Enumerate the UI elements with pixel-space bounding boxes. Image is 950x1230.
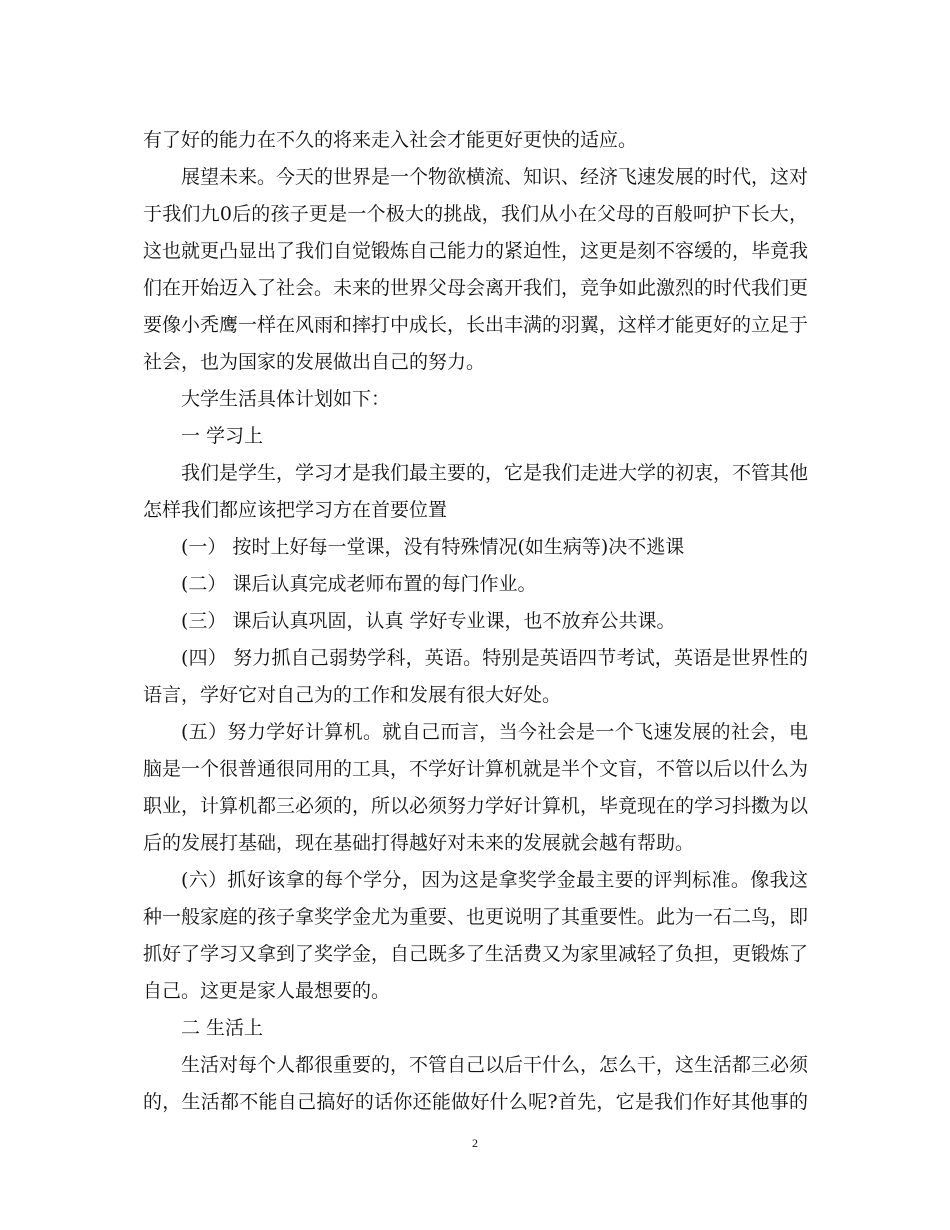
list-item: (二） 课后认真完成老师布置的每门作业。 [181, 573, 537, 595]
text-line: 于我们九0后的孩子更是一个极大的挑战，我们从小在父母的百般呵护下长大， [143, 203, 808, 225]
text-line: 们在开始迈入了社会。未来的世界父母会离开我们，竞争如此激烈的时代我们更 [143, 277, 809, 299]
list-item: (三） 课后认真巩固，认真 学好专业课，也不放弃公共课。 [181, 610, 676, 632]
text-line: 后的发展打基础，现在基础打得越好对未来的发展就会越有帮助。 [143, 832, 695, 854]
text-line: 职业，计算机都三必须的，所以必须努力学好计算机，毕竟现在的学习抖擞为以 [143, 795, 809, 817]
text-line: 语言，学好它对自己为的工作和发展有很大好处。 [143, 684, 562, 706]
text-line: 自己。这更是家人最想要的。 [143, 980, 391, 1002]
text-line: 生活对每个人都很重要的，不管自己以后干什么，怎么干，这生活都三必须 [181, 1054, 809, 1076]
text-line: 脑是一个很普通很同用的工具，不学好计算机就是半个文盲，不管以后以什么为 [143, 758, 809, 780]
section-heading: 一 学习上 [181, 425, 264, 447]
text-line: 的，生活都不能自己搞好的话你还能做好什么呢?首先，它是我们作好其他事的 [143, 1091, 808, 1113]
list-item: (四） 努力抓自己弱势学科，英语。特别是英语四节考试，英语是世界性的 [181, 647, 808, 669]
text-line: 我们是学生，学习才是我们最主要的，它是我们走进大学的初衷，不管其他 [181, 462, 809, 484]
text-line: 有了好的能力在不久的将来走入社会才能更好更快的适应。 [143, 129, 638, 151]
list-item: (五）努力学好计算机。就自己而言，当今社会是一个飞速发展的社会，电 [181, 721, 808, 743]
text-line: 这也就更凸显出了我们自觉锻炼自己能力的紧迫性，这更是刻不容缓的，毕竟我 [143, 240, 809, 262]
text-line: 社会，也为国家的发展做出自己的努力。 [143, 351, 486, 373]
text-line: 种一般家庭的孩子拿奖学金尤为重要、也更说明了其重要性。此为一石二鸟，即 [143, 906, 809, 928]
text-line: 抓好了学习又拿到了奖学金，自己既多了生活费又为家里减轻了负担，更锻炼了 [143, 943, 809, 965]
section-heading: 二 生活上 [181, 1017, 264, 1039]
list-item: (一） 按时上好每一堂课，没有特殊情况(如生病等)决不逃课 [181, 536, 685, 558]
body-text [143, 122, 808, 1121]
page-number: 2 [472, 1136, 478, 1150]
text-line: 大学生活具体计划如下： [181, 388, 391, 410]
text-line: 要像小秃鹰一样在风雨和摔打中成长，长出丰满的羽翼，这样才能更好的立足于 [143, 314, 809, 336]
text-line: 展望未来。今天的世界是一个物欲横流、知识、经济飞速发展的时代，这对 [181, 166, 809, 188]
list-item: (六）抓好该拿的每个学分，因为这是拿奖学金最主要的评判标准。像我这 [181, 869, 808, 891]
text-line: 怎样我们都应该把学习方在首要位置 [143, 499, 448, 521]
